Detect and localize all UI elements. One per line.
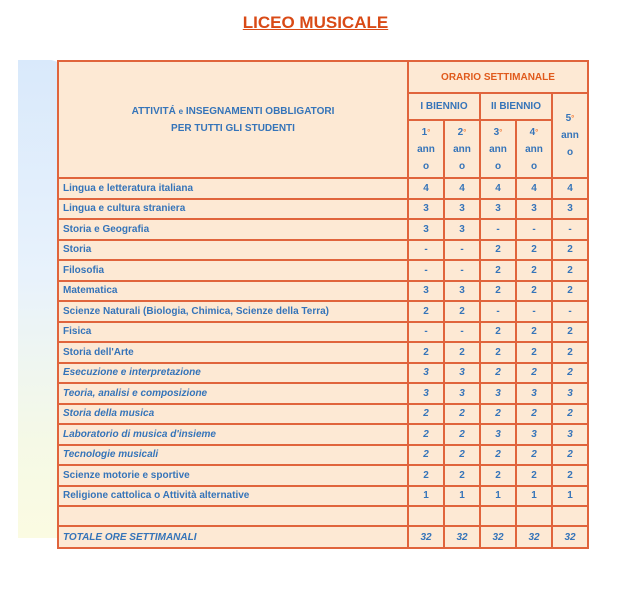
- hours-cell: 2: [480, 342, 516, 363]
- hours-cell: 3: [408, 281, 444, 302]
- hours-cell: 2: [516, 240, 552, 261]
- subject-cell: Esecuzione e interpretazione: [58, 363, 408, 384]
- hours-cell: 2: [408, 301, 444, 322]
- subject-cell: Lingua e letteratura italiana: [58, 178, 408, 199]
- year-header-3: 3° ann o: [480, 120, 516, 178]
- activities-header-line2: PER TUTTI GLI STUDENTI: [171, 122, 295, 134]
- table-row: [58, 260, 588, 281]
- table-row: [58, 445, 588, 466]
- hours-cell: 2: [480, 445, 516, 466]
- blank-cell: [444, 506, 480, 526]
- total-hours-cell: 32: [480, 526, 516, 548]
- hours-cell: 3: [444, 199, 480, 220]
- schedule-table: [57, 60, 589, 549]
- subject-cell: Storia e Geografia: [58, 219, 408, 240]
- hours-cell: 2: [408, 342, 444, 363]
- hours-cell: 4: [408, 178, 444, 199]
- total-hours-cell: 32: [408, 526, 444, 548]
- hours-cell: 2: [552, 465, 588, 486]
- hours-cell: -: [408, 240, 444, 261]
- activities-header-line1: ATTIVITÁ e INSEGNAMENTI OBBLIGATORI: [131, 105, 335, 117]
- first-biennium-header: I BIENNIO: [408, 93, 480, 120]
- page-title: LICEO MUSICALE: [242, 13, 389, 32]
- table-row: [58, 424, 588, 445]
- blank-cell: [58, 506, 408, 526]
- hours-cell: -: [552, 219, 588, 240]
- second-biennium-header: II BIENNIO: [480, 93, 552, 120]
- hours-cell: 2: [516, 445, 552, 466]
- subject-cell: Teoria, analisi e composizione: [58, 383, 408, 404]
- hours-cell: 1: [408, 486, 444, 507]
- blank-cell: [552, 506, 588, 526]
- hours-cell: 2: [552, 404, 588, 425]
- hours-cell: -: [480, 301, 516, 322]
- table-row: [58, 322, 588, 343]
- hours-cell: 2: [480, 363, 516, 384]
- subject-cell: Filosofia: [58, 260, 408, 281]
- hours-cell: 2: [480, 281, 516, 302]
- table-row: [58, 178, 588, 199]
- total-hours-cell: 32: [516, 526, 552, 548]
- hours-cell: 2: [444, 445, 480, 466]
- hours-cell: 1: [480, 486, 516, 507]
- hours-cell: 3: [480, 424, 516, 445]
- hours-cell: 3: [480, 383, 516, 404]
- blank-cell: [408, 506, 444, 526]
- hours-cell: 3: [516, 199, 552, 220]
- hours-cell: -: [480, 219, 516, 240]
- hours-cell: 3: [408, 383, 444, 404]
- hours-cell: 2: [552, 281, 588, 302]
- hours-cell: 3: [444, 281, 480, 302]
- hours-cell: 1: [552, 486, 588, 507]
- year-header-2: 2° ann o: [444, 120, 480, 178]
- subject-cell: Laboratorio di musica d'insieme: [58, 424, 408, 445]
- year-header-4: 4° ann o: [516, 120, 552, 178]
- hours-cell: 2: [516, 342, 552, 363]
- weekly-schedule-header: ORARIO SETTIMANALE: [408, 61, 588, 93]
- total-hours-cell: 32: [444, 526, 480, 548]
- blank-cell: [480, 506, 516, 526]
- hours-cell: 3: [552, 383, 588, 404]
- hours-cell: 2: [552, 342, 588, 363]
- table-row: [58, 342, 588, 363]
- table-row: [58, 199, 588, 220]
- subject-cell: Storia dell'Arte: [58, 342, 408, 363]
- table-row: [58, 219, 588, 240]
- table-row: [58, 383, 588, 404]
- hours-cell: 2: [516, 322, 552, 343]
- hours-cell: 2: [516, 281, 552, 302]
- hours-cell: 2: [552, 445, 588, 466]
- hours-cell: 2: [408, 465, 444, 486]
- hours-cell: 2: [480, 465, 516, 486]
- hours-cell: 2: [480, 322, 516, 343]
- hours-cell: 2: [480, 240, 516, 261]
- hours-cell: 3: [408, 199, 444, 220]
- year-header-1: 1° ann o: [408, 120, 444, 178]
- hours-cell: 2: [552, 322, 588, 343]
- hours-cell: 2: [552, 240, 588, 261]
- hours-cell: -: [444, 240, 480, 261]
- hours-cell: 2: [552, 260, 588, 281]
- hours-cell: 4: [516, 178, 552, 199]
- hours-cell: 2: [408, 424, 444, 445]
- hours-cell: 2: [480, 260, 516, 281]
- hours-cell: -: [444, 260, 480, 281]
- blank-cell: [516, 506, 552, 526]
- hours-cell: 2: [408, 404, 444, 425]
- hours-cell: 2: [516, 465, 552, 486]
- total-label: TOTALE ORE SETTIMANALI: [58, 526, 408, 548]
- subject-cell: Matematica: [58, 281, 408, 302]
- activities-header: [58, 61, 408, 178]
- hours-cell: -: [408, 322, 444, 343]
- hours-cell: -: [516, 219, 552, 240]
- hours-cell: 2: [516, 363, 552, 384]
- hours-cell: 2: [408, 445, 444, 466]
- subject-cell: Tecnologie musicali: [58, 445, 408, 466]
- hours-cell: 2: [516, 404, 552, 425]
- subject-cell: Scienze Naturali (Biologia, Chimica, Scienze della Terra): [58, 301, 408, 322]
- hours-cell: 3: [408, 363, 444, 384]
- year-header-5: 5° ann o: [552, 93, 588, 178]
- table-row: [58, 281, 588, 302]
- subject-cell: Scienze motorie e sportive: [58, 465, 408, 486]
- hours-cell: 3: [516, 424, 552, 445]
- hours-cell: 2: [444, 465, 480, 486]
- table-row: [58, 486, 588, 507]
- hours-cell: 3: [444, 363, 480, 384]
- hours-cell: -: [444, 322, 480, 343]
- table-row: [58, 301, 588, 322]
- hours-cell: 2: [480, 404, 516, 425]
- table-row: [58, 363, 588, 384]
- subject-cell: Religione cattolica o Attività alternative: [58, 486, 408, 507]
- subject-cell: Fisica: [58, 322, 408, 343]
- hours-cell: 2: [516, 260, 552, 281]
- hours-cell: 3: [444, 383, 480, 404]
- hours-cell: 1: [516, 486, 552, 507]
- hours-cell: -: [408, 260, 444, 281]
- hours-cell: 4: [444, 178, 480, 199]
- hours-cell: 2: [444, 404, 480, 425]
- hours-cell: 4: [480, 178, 516, 199]
- total-row: [58, 526, 588, 548]
- hours-cell: 2: [444, 342, 480, 363]
- hours-cell: 3: [552, 424, 588, 445]
- table-row: [58, 404, 588, 425]
- hours-cell: 4: [552, 178, 588, 199]
- hours-cell: 3: [480, 199, 516, 220]
- subject-cell: Storia: [58, 240, 408, 261]
- subject-cell: Lingua e cultura straniera: [58, 199, 408, 220]
- subject-cell: Storia della musica: [58, 404, 408, 425]
- blank-row: [58, 506, 588, 526]
- hours-cell: 3: [516, 383, 552, 404]
- table-row: [58, 465, 588, 486]
- hours-cell: 3: [552, 199, 588, 220]
- hours-cell: 2: [444, 301, 480, 322]
- hours-cell: 2: [444, 424, 480, 445]
- hours-cell: 3: [408, 219, 444, 240]
- hours-cell: -: [516, 301, 552, 322]
- hours-cell: 1: [444, 486, 480, 507]
- hours-cell: -: [552, 301, 588, 322]
- table-row: [58, 240, 588, 261]
- total-hours-cell: 32: [552, 526, 588, 548]
- hours-cell: 2: [552, 363, 588, 384]
- hours-cell: 3: [444, 219, 480, 240]
